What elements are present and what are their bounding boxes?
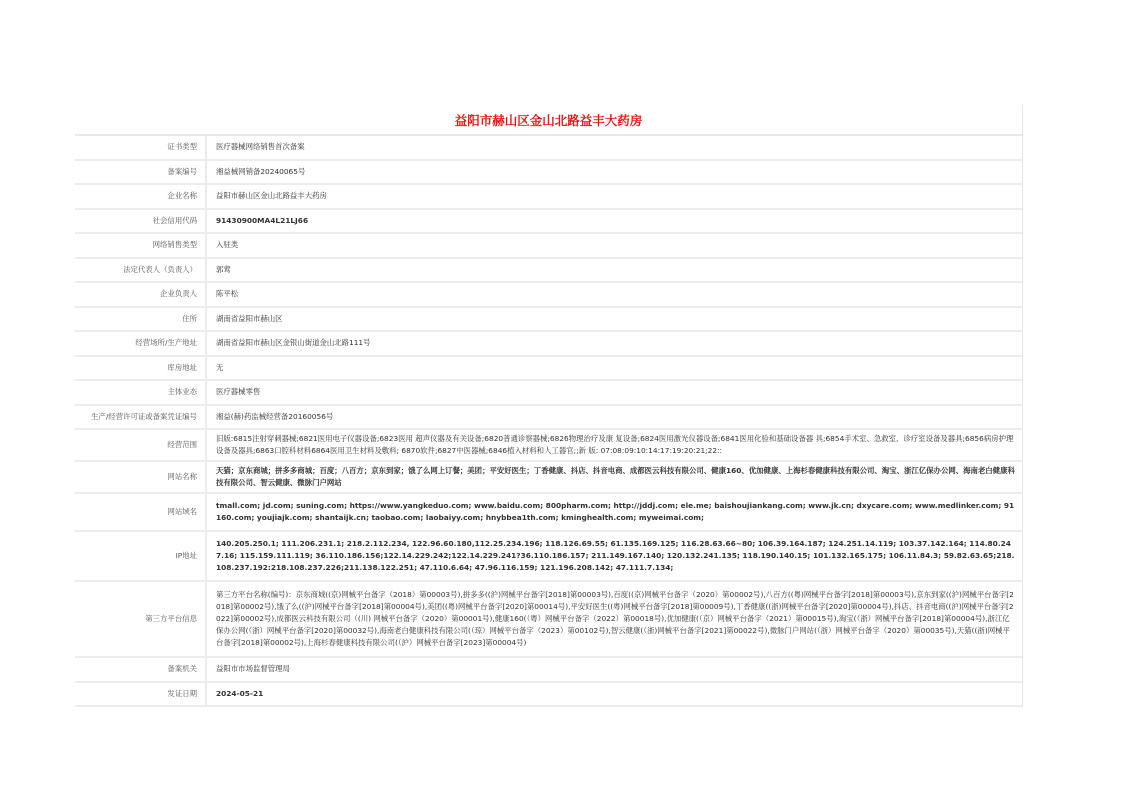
field-value: 医疗器械网络销售首次备案	[206, 136, 1022, 160]
record-table	[75, 136, 1022, 707]
table-row	[75, 657, 1022, 682]
table-row	[75, 531, 1022, 581]
table-row	[75, 429, 1022, 461]
table-row	[75, 682, 1022, 707]
field-value: 医疗器械零售	[206, 380, 1022, 405]
field-label: 经营范围	[75, 429, 206, 461]
field-value: 天猫；京东商城；拼多多商城；百度；八百方；京东到家；饿了么网上订餐；美团；平安好医生；丁香健康、抖店、抖音电商、成都医云科技有限公司、健康160、优加健康、上海杉春健康科技有限公司、淘宝、浙江亿保办公网、海南老白健康科技有限公司、智云健康、微脉门户网站	[206, 461, 1022, 493]
field-value: 湖南省益阳市赫山区金银山街道金山北路111号	[206, 331, 1022, 356]
field-value: 第三方平台名称(编号)：京东商城((京)网械平台备字（2018）第00003号),拼多多((沪)网械平台备字[2018]第00003号),百度((京)网械平台备字（2020）第00002号),八百方((粤)网械平台备字[2018]第00003号),京东到家((沪)网械平台备字[2018]第00002号),饿了么((沪)网械平台备字[2018]第00004号),美团((粤)网械平台备字[2020]第00014号),平安好医生((粤)网械平台备字[2018]第00009号),丁香健康((浙)网械平台备字[2020]第00004号),抖店、抖音电商((沪)网械平台备字[2022]第00002号),成都医云科技有限公司（(川) 网械平台备字（2020）第00001号),健康160(（粤）网械平台备字（2022）第00018号),优加健康(（京）网械平台备字（2021）第00015号),淘宝(（浙）网械平台备字[2018]第00004号),浙江亿保办公网(（浙）网械平台备字[2020]第00032号),海南老白健康科技有限公司(（琼）网械平台备字（2023）第00102号),智云健康(（浙)网械平台备字[2021]第00022号),微脉门户网站(（浙）网械平台备字（2020）第00035号),天猫((浙)网械平台备字[2018]第00002号),上海杉春健康科技有限公司(（沪）网械平台备字[2023]第00004号)	[206, 581, 1022, 657]
table-row	[75, 493, 1022, 531]
field-value: tmall.com; jd.com; suning.com; https://www.yangkeduo.com; www.baidu.com; 800pharm.com; http://jddj.com; ele.me; baishoujiankang.com; www.jk.cn; dxycare.com; www.medlinker.com; 91160.com; youjiajk.com; shantaijk.cn; taobao.com; laobaiyy.com; hnybbea1th.com; kminghealth.com; myweimai.com;	[206, 493, 1022, 531]
table-row	[75, 331, 1022, 356]
field-label: 生产/经营许可证或备案凭证编号	[75, 405, 206, 430]
field-value: 益阳市市场监督管理局	[206, 657, 1022, 682]
table-row	[75, 307, 1022, 332]
field-label: 网站名称	[75, 461, 206, 493]
field-label: 备案机关	[75, 657, 206, 682]
field-value: 湘益(赫)药监械经营备20160056号	[206, 405, 1022, 430]
field-label: 法定代表人（负责人）	[75, 258, 206, 283]
table-row	[75, 160, 1022, 185]
table-row	[75, 380, 1022, 405]
field-label: IP地址	[75, 531, 206, 581]
field-label: 企业名称	[75, 184, 206, 209]
table-row	[75, 461, 1022, 493]
table-row	[75, 258, 1022, 283]
field-label: 社会信用代码	[75, 209, 206, 234]
field-value: 140.205.250.1; 111.206.231.1; 218.2.112.234, 122.96.60.180,112.25.234.196; 118.126.69.55; 61.135.169.125; 116.28.63.66~80; 106.39.164.187; 124.251.14.119; 103.37.142.164; 114.80.247.16; 115.159.111.119; 36.110.186.156;122.14.229.242;122.14.229.241?36.110.186.157; 211.149.167.140; 120.132.241.135; 118.190.140.15; 101.132.165.175; 106.11.84.3; 59.82.63.65;218.108.237.192:218.108.237.226;211.138.122.251; 47.110.6.64; 47.96.116.159; 121.196.208.142; 47.111.7.134;	[206, 531, 1022, 581]
field-label: 库房地址	[75, 356, 206, 381]
field-value: 郭莺	[206, 258, 1022, 283]
field-label: 网站域名	[75, 493, 206, 531]
field-label: 证书类型	[75, 136, 206, 160]
field-value: 益阳市赫山区金山北路益丰大药房	[206, 184, 1022, 209]
field-label: 经营场所/生产地址	[75, 331, 206, 356]
field-label: 发证日期	[75, 682, 206, 707]
table-row	[75, 184, 1022, 209]
field-label: 住所	[75, 307, 206, 332]
field-label: 网络销售类型	[75, 233, 206, 258]
record-sheet	[75, 105, 1023, 707]
field-label: 主体业态	[75, 380, 206, 405]
field-value: 无	[206, 356, 1022, 381]
table-row	[75, 356, 1022, 381]
table-row	[75, 282, 1022, 307]
page-title: 益阳市赫山区金山北路益丰大药房	[75, 105, 1022, 136]
field-label: 备案编号	[75, 160, 206, 185]
table-row	[75, 209, 1022, 234]
field-value: 2024-05-21	[206, 682, 1022, 707]
field-label: 第三方平台信息	[75, 581, 206, 657]
table-row	[75, 233, 1022, 258]
table-row	[75, 581, 1022, 657]
field-value: 湖南省益阳市赫山区	[206, 307, 1022, 332]
field-value: 入驻类	[206, 233, 1022, 258]
field-value: 陈平松	[206, 282, 1022, 307]
field-value: 湘益械网销备20240065号	[206, 160, 1022, 185]
field-value: 旧版:6815注射穿刺器械;6821医用电子仪器设备;6823医用 超声仪器及有关设备;6820普通诊察器械;6826物理治疗及康 复设备;6824医用激光仪器设备;6841医用化验和基础设备器 具;6854手术室、急救室、诊疗室设备及器具;6856病房护理 设备及器具;6863口腔科材料6864医用卫生材料及敷料; 6870软件;6827中医器械;6846植入材料和人工器官;;新 版: 07:08:09:10:14:17:19:20:21;22::	[206, 429, 1022, 461]
table-row	[75, 405, 1022, 430]
field-label: 企业负责人	[75, 282, 206, 307]
table-row	[75, 136, 1022, 160]
field-value: 91430900MA4L21LJ66	[206, 209, 1022, 234]
